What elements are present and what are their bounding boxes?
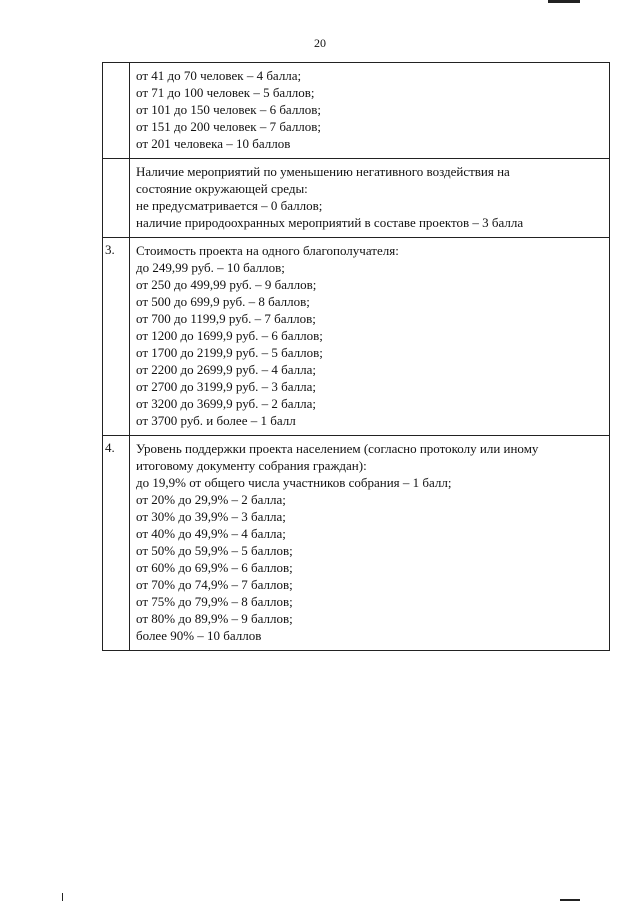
table-row [103,63,610,159]
row-content [130,436,610,651]
criterion-line: Наличие мероприятий по уменьшению негативного воздействия на [136,164,510,179]
criterion-line: от 41 до 70 человек – 4 балла; [136,68,302,83]
criteria-table [102,62,610,651]
criterion-line: состояние окружающей среды: [136,181,308,196]
criterion-line: Стоимость проекта на одного благополучателя: [136,243,399,258]
criterion-line: от 20% до 29,9% – 2 балла; [136,492,286,507]
criterion-line: от 70% до 74,9% – 7 баллов; [136,577,293,592]
criterion-line: от 201 человека – 10 баллов [136,136,291,151]
row-number [103,63,130,159]
row-number [103,159,130,238]
row-content [130,63,610,159]
table-row [103,238,610,436]
criterion-line: до 19,9% от общего числа участников собрания – 1 балл; [136,475,452,490]
criterion-line: от 700 до 1199,9 руб. – 7 баллов; [136,311,316,326]
row-content [130,238,610,436]
table-row [103,159,610,238]
page-number: 20 [314,36,326,50]
scan-mark-top [548,0,580,3]
criterion-line: Уровень поддержки проекта населением (согласно протоколу или иному [136,441,539,456]
table-row [103,436,610,651]
criterion-line: от 1200 до 1699,9 руб. – 6 баллов; [136,328,323,343]
scan-mark-bottom-right [560,899,580,901]
criterion-line: от 50% до 59,9% – 5 баллов; [136,543,293,558]
criterion-line: от 151 до 200 человек – 7 баллов; [136,119,322,134]
criterion-line: итоговому документу собрания граждан): [136,458,367,473]
criterion-line: от 2700 до 3199,9 руб. – 3 балла; [136,379,317,394]
criterion-line: от 75% до 79,9% – 8 баллов; [136,594,293,609]
criterion-line: от 1700 до 2199,9 руб. – 5 баллов; [136,345,323,360]
criterion-line: от 2200 до 2699,9 руб. – 4 балла; [136,362,317,377]
scan-mark-bottom-left [62,893,63,901]
criterion-line: до 249,99 руб. – 10 баллов; [136,260,285,275]
row-number: 4. [103,436,130,651]
criterion-line: от 60% до 69,9% – 6 баллов; [136,560,293,575]
criterion-line: от 30% до 39,9% – 3 балла; [136,509,286,524]
criterion-line: от 101 до 150 человек – 6 баллов; [136,102,322,117]
criterion-line: от 3200 до 3699,9 руб. – 2 балла; [136,396,317,411]
criterion-line: от 80% до 89,9% – 9 баллов; [136,611,293,626]
row-number: 3. [103,238,130,436]
criterion-line: от 71 до 100 человек – 5 баллов; [136,85,315,100]
criterion-line: более 90% – 10 баллов [136,628,262,643]
criterion-line: наличие природоохранных мероприятий в составе проектов – 3 балла [136,215,524,230]
criterion-line: от 250 до 499,99 руб. – 9 баллов; [136,277,317,292]
criterion-line: от 40% до 49,9% – 4 балла; [136,526,286,541]
row-content [130,159,610,238]
criterion-line: от 500 до 699,9 руб. – 8 баллов; [136,294,310,309]
criterion-line: от 3700 руб. и более – 1 балл [136,413,296,428]
criterion-line: не предусматривается – 0 баллов; [136,198,323,213]
